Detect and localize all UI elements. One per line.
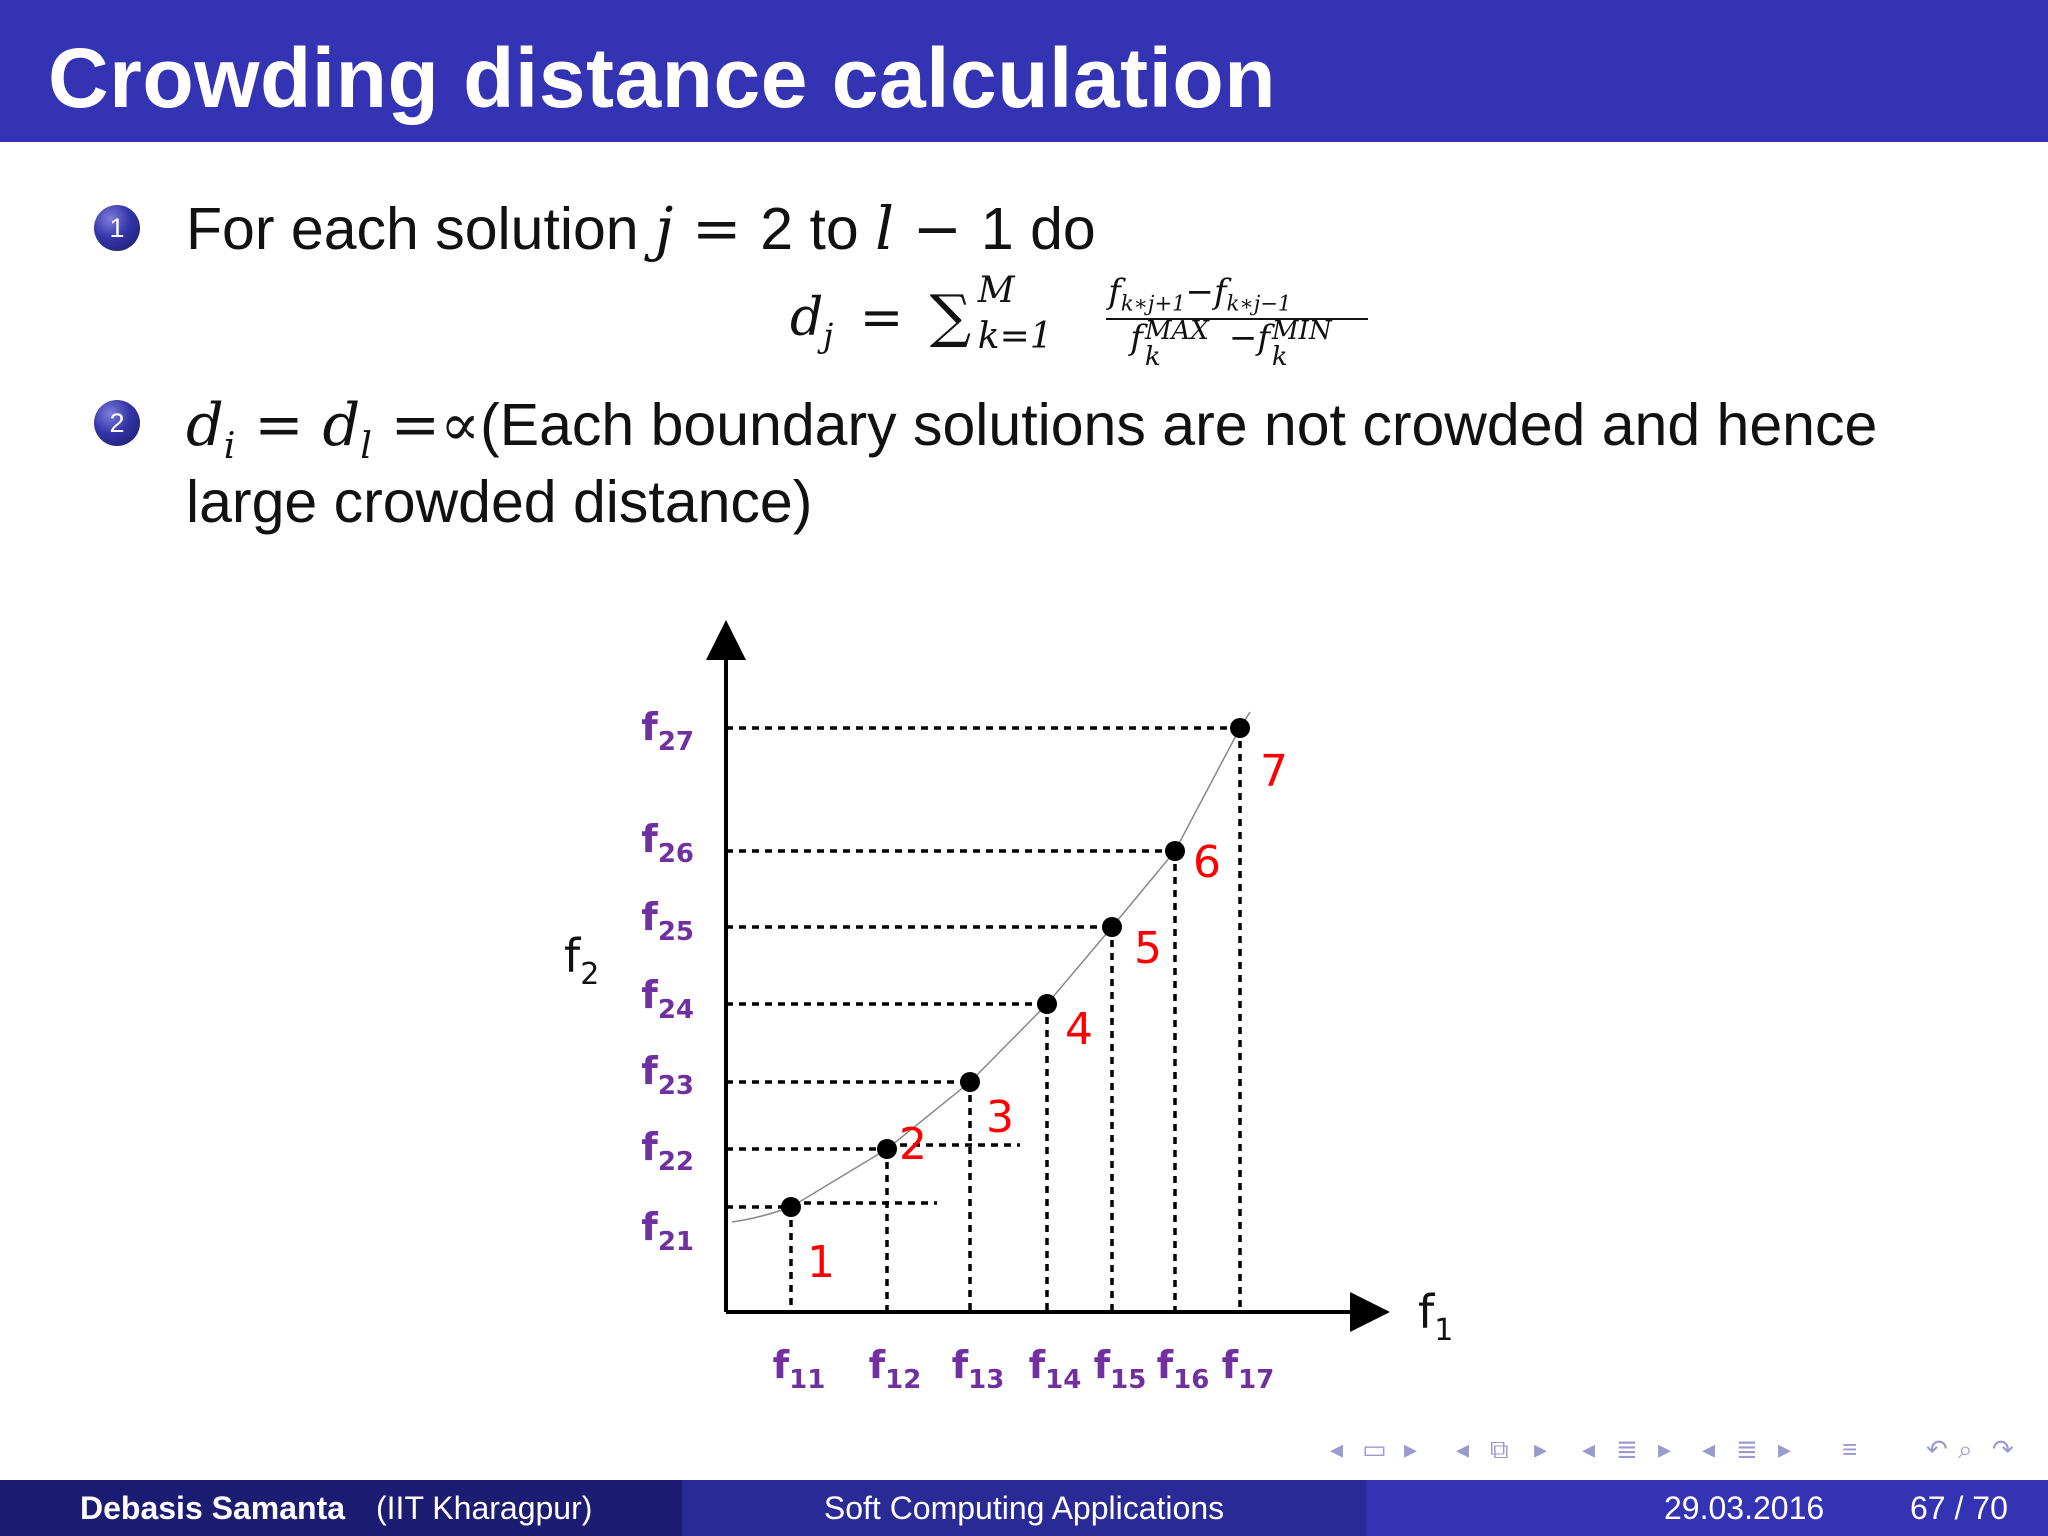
from-value: 2 [760,196,794,262]
subsection-prev-icon[interactable]: ◂ [1456,1434,1470,1464]
solution-point-1 [781,1197,801,1217]
y-tick-f26: $f_{26}$ [641,817,694,869]
y-tick-f25: $f_{25}$ [641,895,694,947]
y-tick-f27: $f_{27}$ [641,705,694,757]
section-next-icon[interactable]: ▸ [1658,1434,1672,1464]
x-axis-label: $f_1$ [1418,1285,1454,1348]
footer-page: 67 / 70 [1910,1490,2008,1526]
solution-label-5: 5 [1134,923,1162,974]
footer-course: Soft Computing Applications [682,1480,1366,1536]
align-icon[interactable]: ≡ [1842,1434,1858,1464]
footer-author-block [0,1480,682,1536]
sigma-sub: k=1 [977,316,1053,357]
search-icon[interactable]: ⌕ [1958,1434,1973,1464]
sub-list-icon[interactable]: ≣ [1736,1434,1758,1464]
slide-title: Crowding distance calculation [48,31,1277,125]
sigma-symbol: ∑ [929,282,972,350]
y-axis-label: $f_2$ [564,929,600,992]
y-tick-f22: $f_{22}$ [641,1125,694,1177]
solution-point-4 [1037,994,1057,1014]
lhs2-sub: l [360,423,372,467]
footer-date-page-block [1366,1480,2048,1536]
x-tick-f11: $f_{11}$ [772,1343,826,1395]
x-tick-f16: $f_{16}$ [1156,1343,1210,1395]
nav-prev-arrow-icon[interactable]: ◂ [1330,1434,1344,1464]
solution-point-3 [960,1072,980,1092]
bullet-1: 1 [94,205,140,251]
solution-label-6: 6 [1193,837,1221,888]
formula-d-sub: j [823,316,834,355]
minus-sign: − [893,194,981,263]
solution-label-3: 3 [986,1092,1014,1143]
solution-point-5 [1102,917,1122,937]
back-icon[interactable]: ↶ [1926,1434,1948,1464]
to-word: to [793,196,876,262]
solution-label-4: 4 [1065,1004,1093,1055]
sub-next-icon[interactable]: ▸ [1778,1434,1792,1464]
x-tick-f13: $f_{13}$ [951,1343,1005,1395]
y-tick-f21: $f_{21}$ [641,1205,694,1257]
item-2-line-1: $d_i = d_l$ =∝(Each boundary solutions are not crowded and hence [186,390,1878,467]
x-tick-f14: $f_{14}$ [1028,1343,1082,1395]
x-tick-f17: $f_{17}$ [1221,1343,1275,1395]
sigma-sup: M [977,270,1015,311]
item-2-line-2: large crowded distance) [186,469,813,535]
footer-date: 29.03.2016 [1664,1490,1825,1526]
solution-label-7: 7 [1260,746,1288,797]
x-tick-f12: $f_{12}$ [868,1343,922,1395]
forward-icon[interactable]: ↷ [1992,1434,2014,1464]
frame-icon[interactable]: ▭ [1362,1434,1387,1464]
section-prev-icon[interactable]: ◂ [1582,1434,1596,1464]
fraction-numerator: $f_{k∗j+1}-f_{k∗j-1}$ [1108,272,1292,316]
formula-equals: = [859,288,904,348]
item-1-prefix: For each solution [186,196,655,262]
subsection-icon[interactable]: ⧉ [1490,1434,1509,1464]
nav-next-arrow-icon[interactable]: ▸ [1404,1434,1418,1464]
solution-label-1: 1 [807,1237,835,1288]
equals-sign: = [673,194,761,263]
solution-point-6 [1165,841,1185,861]
infinity-symbol: ∝ [440,390,481,459]
one-value: 1 [980,196,1014,262]
var-l: l [875,194,894,263]
formula-d: $d_j$ [790,288,834,355]
item-2-text: (Each boundary solutions are not crowded and hence [480,392,1878,458]
lhs1-sub: i [223,423,236,467]
solution-point-2 [877,1139,897,1159]
bullet-2: 2 [94,400,140,446]
subsection-next-icon[interactable]: ▸ [1534,1434,1548,1464]
fraction-denominator: f MAX k −f MIN k [1130,316,1332,372]
solution-point-7 [1230,718,1250,738]
do-word: do [1013,196,1096,262]
footer [0,1480,2048,1536]
var-j: j [654,194,674,263]
beamer-navigation [1330,1428,2020,1470]
y-tick-f23: $f_{23}$ [641,1049,694,1101]
footer-author: Debasis Samanta [80,1490,346,1526]
sub-prev-icon[interactable]: ◂ [1702,1434,1716,1464]
footer-affiliation: (IIT Kharagpur) [376,1490,593,1526]
y-tick-f24: $f_{24}$ [641,973,694,1025]
section-icon[interactable]: ≣ [1616,1434,1638,1464]
x-tick-f15: $f_{15}$ [1093,1343,1147,1395]
solution-label-2: 2 [899,1119,927,1170]
